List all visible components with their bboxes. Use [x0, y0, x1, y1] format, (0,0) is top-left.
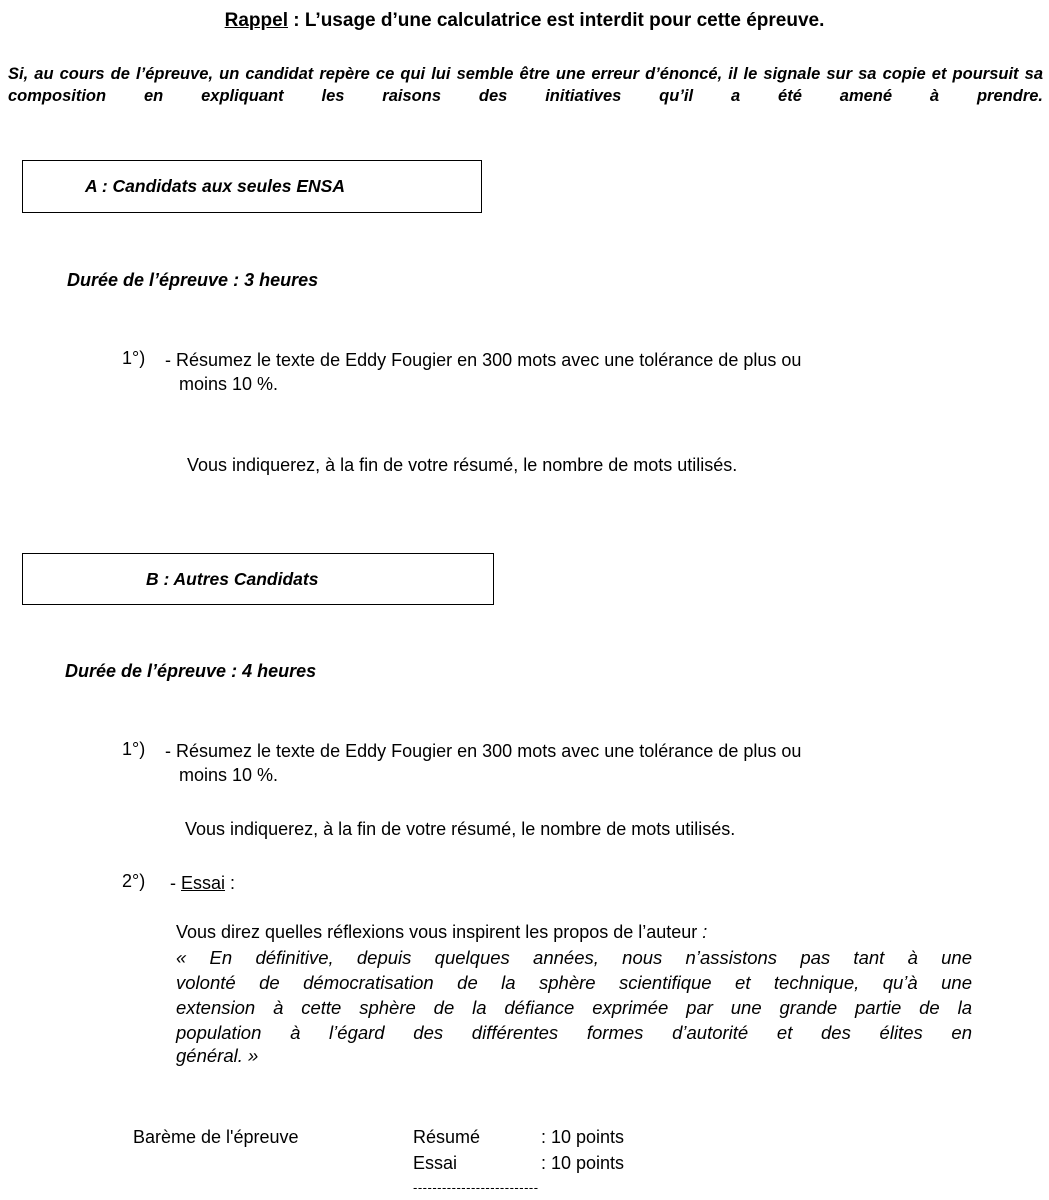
rappel-text: : L’usage d’une calculatrice est interdit pour cette épreuve. [287, 10, 825, 31]
rappel-label: Rappel [224, 10, 288, 31]
section-b-q1-line2: moins 10 %. [179, 765, 279, 785]
essai-prompt-colon: : [697, 922, 708, 942]
section-b-q2-heading [170, 871, 235, 895]
essai-colon: : [225, 873, 236, 893]
bareme-label: Barème de l'épreuve [133, 1127, 299, 1147]
section-b-q2-number: 2°) [122, 871, 146, 891]
section-b-title: B : Autres Candidats [146, 568, 319, 589]
intro-instruction: Si, au cours de l’épreuve, un candidat repère ce qui lui semble être une erreur d’énoncé, il le signale sur sa copie et poursuit sa composition en expliquant les raisons des initiatives qu’il a été amené à prendre. [8, 65, 1043, 105]
section-b-q1-text [165, 739, 801, 787]
essai-quote-line: général. » [176, 1045, 259, 1066]
bareme-separator: -------------------------- [413, 1180, 539, 1195]
essai-quote-line: population à l’égard des différentes formes d’autorité et des élites en [176, 1022, 972, 1043]
section-a-box [22, 160, 482, 213]
bareme-row-points: : 10 points [541, 1153, 625, 1173]
section-b-q1-line1: - Résumez le texte de Eddy Fougier en 300 mots avec une tolérance de plus ou [165, 741, 802, 761]
section-a-q1-text [165, 348, 801, 396]
bareme-row-points: : 10 points [541, 1127, 625, 1147]
section-a-title: A : Candidats aux seules ENSA [85, 176, 345, 196]
essai-prompt-text: Vous direz quelles réflexions vous inspirent les propos de l’auteur [176, 922, 698, 942]
essai-quote-line: volonté de démocratisation de la sphère scientifique et technique, qu’à une [176, 972, 972, 993]
essai-quote-line: « En définitive, depuis quelques années, nous n’assistons pas tant à une [176, 947, 972, 968]
section-a-q1-number: 1°) [122, 348, 146, 368]
section-a-q1-line2: moins 10 %. [179, 374, 279, 394]
essai-quote-line: extension à cette sphère de la défiance exprimée par une grande partie de la [176, 997, 972, 1018]
section-a-q1-line1: - Résumez le texte de Eddy Fougier en 300 mots avec une tolérance de plus ou [165, 350, 802, 370]
section-b-duree: Durée de l’épreuve : 4 heures [65, 661, 317, 681]
bareme-row-name: Résumé [413, 1127, 481, 1147]
section-b-q1-number: 1°) [122, 739, 146, 759]
essai-quote [176, 945, 972, 1067]
section-a-duree: Durée de l’épreuve : 3 heures [67, 270, 319, 290]
essai-label: Essai [181, 873, 226, 893]
essai-dash: - [170, 873, 181, 893]
bareme-row-name: Essai [413, 1153, 458, 1173]
section-b-q1-note: Vous indiquerez, à la fin de votre résumé, le nombre de mots utilisés. [185, 819, 736, 839]
section-b-box [22, 553, 494, 605]
essai-prompt [176, 920, 707, 944]
section-a-q1-note: Vous indiquerez, à la fin de votre résumé, le nombre de mots utilisés. [187, 455, 738, 475]
rappel-line [0, 10, 1049, 32]
